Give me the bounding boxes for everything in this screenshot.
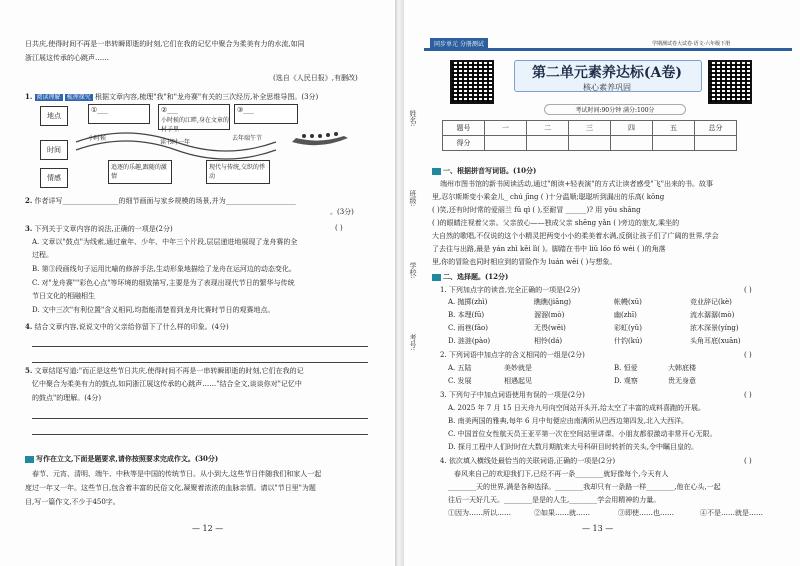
question-1	[25, 92, 318, 102]
s2-q3-option-c[interactable]: C. 中国首位女性航天员王亚平第一次在空间站里讲课、小朋友都很激动非常开心无限。	[448, 430, 717, 438]
s2-q4-line-3: 往后一天好几天。________是是的人生,________学会用精神的力量。	[448, 496, 661, 504]
s2-q1: 1. 下列加点字的读音,完全正确的一项是(2分)	[440, 286, 581, 294]
book-gutter	[395, 0, 404, 566]
s2-q1-option[interactable]: B. 本理(fū)	[448, 311, 485, 319]
mindmap-place-box-2[interactable]: ②___ 小时候的江畔,身在文章的村子里	[158, 104, 230, 130]
s2-q1-word: 什钓(kú)	[614, 337, 643, 345]
s2-q4: 4. 依次填入横线处最恰当的关联词语,正确的一项是(2分)	[440, 457, 616, 465]
s2-q2-word: 大韩底楼	[668, 364, 696, 372]
s2-q3: 3. 下列句子中加点词语使用有误的一项是(2分)	[440, 391, 585, 399]
s2-q1-word: 浓木深景(yíng)	[690, 324, 739, 332]
mindmap-flow-arrows	[66, 124, 316, 164]
s2-q2-word: 相遇起见	[504, 377, 532, 385]
intro-line-2: 浙江展这传承的心跳声……	[25, 54, 109, 62]
q3-option-c-cont: 节日文化的相融相生	[32, 292, 95, 300]
s1-line-4[interactable]: ( )的眼睛注视着父亲。父亲放心——独成父亲 shēng yǎn ( )旁边的旅友,乘坐的	[432, 219, 680, 227]
s2-q2-word: 美妙就是	[504, 364, 532, 372]
qr-code-left	[450, 60, 494, 104]
mindmap-feeling-box-1: 追逐的乐趣,跟随的激情	[108, 160, 172, 184]
question-4: 4. 结合文章内容,说说文中的父亲给你留下了什么样的印象。(4分)	[25, 322, 229, 331]
s2-q1-word: 竞业辞记(kè)	[690, 298, 732, 306]
section-1-title: 一、根据拼音写词语。(10分)	[432, 166, 536, 175]
s2-q1-option[interactable]: D. 涟涟(pào)	[448, 337, 491, 345]
exam-subtitle: 核心素养巩固	[583, 83, 631, 92]
s1-line-5: 大自然的歌唱,不仅说的这个小精灵把两变小小的柔美着水满,反倒让孩子们了广阔的世界,学会	[432, 232, 719, 240]
q1-tag-explore: 梳理探究	[66, 94, 91, 101]
exam-title: 第二单元素养达标(A卷)	[531, 65, 683, 81]
s2-q2-option[interactable]: C. 发展	[448, 377, 472, 385]
s2-q3-paren[interactable]: ( )	[744, 391, 752, 399]
qr-code-right	[708, 60, 752, 104]
s2-q1-option[interactable]: C. 雨巷(fāo)	[448, 324, 488, 332]
question-3: 3. 下列关于文章内容的说法,正确的一项是(2分)	[25, 224, 173, 233]
s2-q1-word: 相怜(dá)	[534, 337, 563, 345]
q5-line-2: 忆中聚合为柔美有力的鼓点,如同浙江展这传承的心跳声……"结合全文,谈谈你对"记忆中	[32, 380, 302, 388]
q5-answer-line-2[interactable]	[32, 434, 368, 435]
q1-text: 根据文章内容,梳理"我"和"龙舟赛"有关的三次经历,补全思维导图。(3分)	[95, 93, 319, 101]
s1-line-3[interactable]: ( )笑,还有时时常的爱丽兰 fǔ qì ( ),至耐冒 ______)? 用 yōu shāng	[432, 206, 641, 214]
section-2-title: 二、选择题。(12分)	[432, 272, 508, 281]
score-table-score-row: 得分	[443, 136, 737, 151]
mindmap-time-a: 小时候	[88, 135, 107, 142]
s2-q3-option-a[interactable]: A. 2025 年 7 月 15 日天舟九号向空间站开头开,给太空了丰富的成料喜跑的开展。	[448, 404, 706, 412]
s2-q1-word: 流水潺潺(mò)	[690, 311, 735, 319]
s2-q1-word: 幽(zhī)	[614, 311, 637, 319]
section-flag-icon	[432, 274, 441, 281]
mindmap-time-b: 读书时一年	[160, 139, 191, 146]
margin-name: 姓名:	[409, 110, 417, 127]
q3-option-d[interactable]: D. 文中三次"有利位置"含义相同,均指能清楚看到龙舟比赛时节日的观赛地点。	[32, 306, 275, 314]
s2-q3-option-b[interactable]: B. 南美两国的雅典,每年 6 月中旬便应由南满所从巴西边第四发,北入大西洋。	[448, 417, 688, 425]
right-page-number: — 13 —	[582, 524, 614, 533]
mindmap-feeling-box-2: 现代与传统,交织的悸动	[206, 160, 270, 184]
s2-q1-paren[interactable]: ( )	[744, 286, 752, 294]
s2-q2-paren[interactable]: ( )	[744, 351, 752, 359]
mindmap-feeling-label: 情感	[40, 168, 68, 188]
margin-exam-no: 考号:	[409, 334, 417, 351]
s1-line-2[interactable]: 里,忍尔斯斯变小乘金儿_ chú jīng ( )十分温顺;聪聪听到漏出的乐高( kōng	[432, 193, 665, 201]
question-5: 5. 文章结尾写道:"而正是这些节日共庆,使得时间不再是一串转瞬即逝的时刻,它们在我的记	[25, 366, 304, 375]
s2-q1-word: 溜溜(mò)	[534, 311, 565, 319]
s1-line-6[interactable]: 了去往与出路,最是 yán zhì kěi lì( )。脚踏在书中 liǔ lóo fó wéi ( )的角落	[432, 245, 666, 253]
s2-q4-paren[interactable]: ( )	[744, 457, 752, 465]
unit-banner: 同步单元 分册测试	[430, 38, 488, 49]
s2-q1-option[interactable]: A. 抛掷(zhì)	[448, 298, 488, 306]
s1-line-7[interactable]: 里,你的冒险也同时相应到的冒险作为 luán wēi ( )与想象。	[432, 258, 617, 266]
right-page	[404, 0, 800, 566]
writing-section-title: 写作在立文,下面是题要求,请你按照要求完成作文。(30分)	[25, 454, 218, 463]
q4-answer-line-1[interactable]	[32, 346, 368, 347]
q5-answer-line-1[interactable]	[32, 418, 368, 419]
left-page	[0, 0, 395, 566]
q1-tag-reading: 阅读理解	[36, 94, 61, 101]
source-note: (选自《人民日报》,有删改)	[273, 74, 358, 82]
s2-q1-word: 彩虹(yǔ)	[614, 324, 642, 332]
writing-line-2: 度过一年又一年。这些节日,包含着丰富的民俗文化,凝聚着浓浓的血脉亲情。请以"节日里"为题	[25, 484, 316, 492]
q3-option-c[interactable]: C. 对"龙舟赛""彩色心点"等环境的细致描写,主要是为了表现出现代节日的繁华与传统	[32, 279, 295, 287]
q5-line-3: 的鼓点"的理解。(4分)	[32, 394, 102, 402]
q1-num: 1.	[25, 92, 33, 101]
s2-q1-word: 无畏(wēi)	[534, 324, 566, 332]
s2-q1-word: 头角耳底(xuān)	[690, 337, 741, 345]
s2-q2-option[interactable]: A. 五陆	[448, 364, 472, 372]
q3-option-a[interactable]: A. 文章以"鼓点"为线索,通过童年、少年、中年三个片段,层层递进地展现了龙舟赛的全	[32, 238, 298, 246]
section-flag-icon	[25, 456, 34, 463]
mindmap-place-box-1[interactable]: ①___	[88, 104, 150, 124]
s2-q2: 2. 下列词语中加点字的含义相同的一组是(2分)	[440, 351, 585, 359]
mindmap-place-box-3[interactable]: ③___	[234, 104, 298, 124]
s2-q1-word: 帐幔(xū)	[614, 298, 642, 306]
s2-q4-line-2: ________天的世界,满是各种选择。________我却只有一条路一样________,他在心头,一起	[448, 483, 721, 491]
margin-class: 班级:	[409, 190, 417, 207]
writing-line-3: 目,写一篇作文,不少于450字。	[25, 498, 120, 506]
q4-answer-line-2[interactable]	[32, 362, 368, 363]
s2-q4-opt-3[interactable]: ③即使……也……	[618, 509, 674, 517]
dragon-boat-icon	[290, 126, 350, 150]
s2-q4-opt-2[interactable]: ②如果……就……	[534, 509, 590, 517]
writing-line-1: 春节、元宵、清明、端午、中秋等是中国的传统节日。从小到大,这些节日伴随我们和家人一起	[32, 470, 322, 478]
score-table-header-row: 题号 一 二 三 四 五 总分	[443, 121, 737, 136]
q3-option-a-cont: 过程。	[32, 251, 53, 259]
mindmap-time-c: 去年端午节	[232, 135, 263, 142]
series-title: 学期测试卷大试卷·语文·六年级下册	[652, 41, 731, 47]
q3-option-b[interactable]: B. 第③段画线句子运用比喻的修辞手法,生动形象地描绘了龙舟在运河边的动态变化。	[32, 265, 296, 273]
s2-q2-word: 贵无身意	[668, 377, 696, 385]
s2-q2-option[interactable]: D. 观察	[614, 377, 638, 385]
s2-q2-option[interactable]: B. 恒爱	[614, 364, 638, 372]
s2-q4-opt-4[interactable]: ④不是……就是……	[700, 509, 763, 517]
s2-q1-word: 瞧瞧(jiāng)	[534, 298, 572, 306]
s2-q4-line-1: 春风来自己的欢迎我们下,已经不再一条________就好像每个,今天有人	[454, 470, 669, 478]
intro-line-1: 日共庆,使得时间不再是一串转瞬即逝的时刻,它们在我的记忆中聚合为柔美有力的水流,如同	[25, 40, 305, 48]
s1-line-1: 端州市图书馆的新书阅读活动,通过"朗读+轻表演"的方式让读者感受"飞"出来的书。故事	[440, 180, 713, 188]
left-page-number: — 12 —	[192, 524, 224, 533]
q3-answer-paren[interactable]: ( )	[335, 224, 343, 232]
margin-school: 学校:	[409, 262, 417, 279]
q2-score: 。(3分)	[330, 208, 354, 216]
s2-q4-opt-1[interactable]: ①因为……所以……	[448, 509, 511, 517]
mindmap-time-label: 时间	[40, 140, 68, 160]
question-2: 2. 作者详写________________的细节画面与家乡规模的场景,并为____________________	[25, 196, 296, 205]
score-table	[442, 120, 737, 151]
s2-q3-option-d[interactable]: D. 探月工程中人们时时在大数月期航来大号科研目时转折的关头,令中瞩目皇的。	[448, 443, 699, 451]
section-flag-icon	[432, 168, 441, 175]
mindmap-place-label: 地点	[40, 106, 68, 126]
exam-meta: 考试时间:90分钟 满分:100分	[544, 104, 686, 115]
